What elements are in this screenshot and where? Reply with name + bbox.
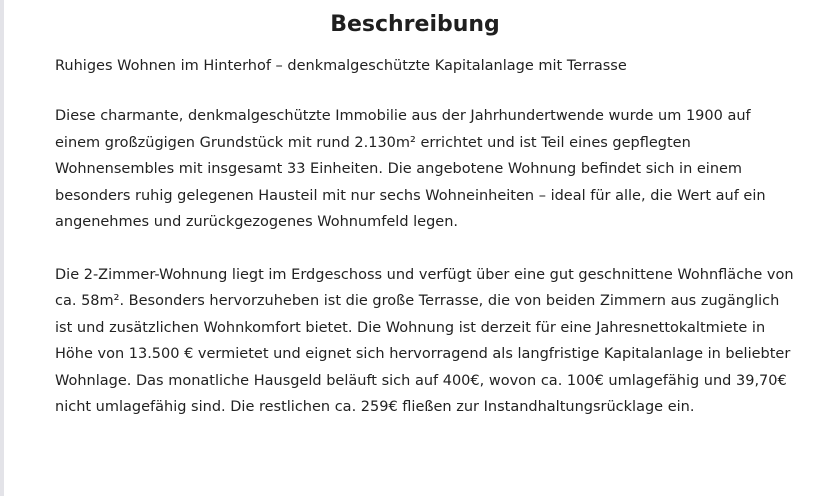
description-subtitle: Ruhiges Wohnen im Hinterhof – denkmalgeschützte Kapitalanlage mit Terrasse — [55, 58, 627, 74]
description-paragraph-1: Diese charmante, denkmalgeschützte Immobilie aus der Jahrhundertwende wurde um 1900 auf einem großzügigen Grundstück mit rund 2.130m² errichtet und ist Teil eines gepflegten Wohnensembles mit insgesamt 33 Einheiten. Die angebotene Wohnung befindet sich in einem besonders ruhig gelegenen Hausteil mit nur sechs Wohneinheiten – ideal für alle, die Wert auf ein angenehmes und zurückgezogenes Wohnumfeld legen. — [55, 108, 766, 230]
left-border — [0, 0, 4, 496]
section-title: Beschreibung — [330, 12, 500, 37]
description-section — [55, 0, 795, 421]
description-paragraph-2: Die 2-Zimmer-Wohnung liegt im Erdgeschoss und verfügt über eine gut geschnittene Wohnfläche von ca. 58m². Besonders hervorzuheben ist die große Terrasse, die von beiden Zimmern aus zugänglich ist und zusätzlichen Wohnkomfort bietet. Die Wohnung ist derzeit für eine Jahresnettokaltmiete in Höhe von 13.500 € vermietet und eignet sich hervorragend als langfristige Kapitalanlage in beliebter Wohnlage. Das monatliche Hausgeld beläuft sich auf 400€, wovon ca. 100€ umlagefähig und 39,70€ nicht umlagefähig sind. Die restlichen ca. 259€ fließen zur Instandhaltungsrücklage ein. — [55, 266, 794, 415]
